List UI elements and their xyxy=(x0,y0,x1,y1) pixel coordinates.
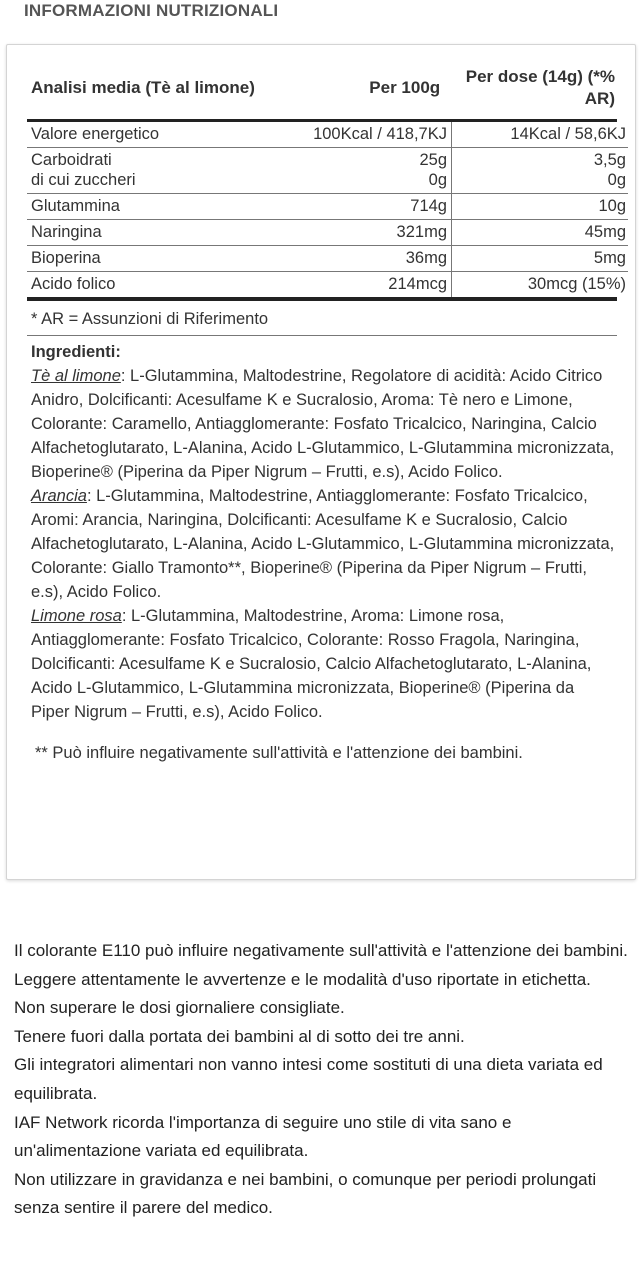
flavor-ingredients: : L-Glutammina, Maltodestrine, Aroma: Limone rosa, Antiagglomerante: Fosfato Tricalcico, Colorante: Rosso Fragola, Naringina, Dolcificanti: Acesulfame K e Sucralosio, Calcio Alfachetoglutarato, L-Alanina, Acido L-Glutammico, L-Glutammina micronizzata, Bioperine® (Piperina da Piper Nigrum – Frutti, e.s), Acido Folico. xyxy=(31,607,592,721)
flavor-ingredients: : L-Glutammina, Maltodestrine, Antiagglomerante: Fosfato Tricalcico, Aromi: Arancia, Naringina, Dolcificanti: Acesulfame K e Sucralosio, Calcio Alfachetoglutarato, L-Alanina, Acido L-Glutammico, L-Glutammina micronizzata, Colorante: Giallo Tramonto**, Bioperine® (Piperina da Piper Nigrum – Frutti, e.s), Acido Folico. xyxy=(31,487,615,601)
warning-text: Tenere fuori dalla portata dei bambini al di sotto dei tre anni. xyxy=(14,1026,465,1046)
row-label xyxy=(27,148,261,194)
ar-footnote: * AR = Assunzioni di Riferimento xyxy=(31,310,269,328)
table-row xyxy=(27,148,628,194)
value-main: 3,5g xyxy=(593,151,626,169)
row-label: Acido folico xyxy=(31,275,116,293)
flavor-name: Arancia xyxy=(31,487,87,505)
nutrition-card xyxy=(6,44,636,880)
row-value-per-dose: 5mg xyxy=(452,246,629,272)
row-value-per-dose: 30mcg (15%) xyxy=(527,275,626,293)
row-value-per-dose xyxy=(452,148,629,194)
warning-text: Gli integratori alimentari non vanno intesi come sostituti di una dieta variata ed equilibrata. xyxy=(14,1055,603,1103)
row-value-per-100g: 214mcg xyxy=(261,272,452,298)
flavor-name: Tè al limone xyxy=(31,367,121,385)
flavor-name: Limone rosa xyxy=(31,607,122,625)
warning-text: Non utilizzare in gravidanza e nei bambini, o comunque per periodi prolungati senza sentire il parere del medico. xyxy=(14,1169,597,1218)
table-row xyxy=(27,272,628,298)
nutrition-table xyxy=(27,122,628,297)
table-row xyxy=(27,194,628,220)
ingredient-paragraph xyxy=(31,364,617,484)
ingredients-section xyxy=(27,335,617,764)
row-label: Valore energetico xyxy=(27,122,261,148)
row-value-per-100g: 714g xyxy=(261,194,452,220)
table-row xyxy=(27,122,628,148)
flavor-ingredients: : L-Glutammina, Maltodestrine, Regolatore di acidità: Acido Citrico Anidro, Dolcificanti: Acesulfame K e Sucralosio, Aroma: Tè nero e Limone, Colorante: Caramello, Antiagglomerante: Fosfato Tricalcico, Naringina, Calcio Alfachetoglutarato, L-Alanina, Acido L-Glutammico, L-Glutammina micronizzata, Bioperine® (Piperina da Piper Nigrum – Frutti, e.s), Acido Folico. xyxy=(31,367,615,481)
ingredients-title: Ingredienti: xyxy=(31,343,121,361)
value-sub: 0g xyxy=(428,171,447,189)
row-value-per-100g: 321mg xyxy=(261,220,452,246)
nutrition-table-header xyxy=(27,57,617,122)
row-value-per-100g: 36mg xyxy=(261,246,452,272)
row-value-per-100g xyxy=(261,148,452,194)
row-value-per-100g: 100Kcal / 418,7KJ xyxy=(261,122,452,148)
nutrition-content xyxy=(27,57,626,764)
row-value-per-dose: 45mg xyxy=(452,220,629,246)
warnings-section xyxy=(14,937,630,1223)
warning-text: Il colorante E110 può influire negativamente sull'attività e l'attenzione dei bambini. xyxy=(14,941,628,960)
row-label-main: Carboidrati xyxy=(31,151,112,169)
header-analysis: Analisi media (Tè al limone) xyxy=(31,78,255,97)
header-per-dose: Per dose (14g) (*% AR) xyxy=(465,67,615,108)
ingredient-paragraph xyxy=(31,604,617,724)
row-value-per-dose: 10g xyxy=(452,194,629,220)
colorant-note: ** Può influire negativamente sull'attività e l'attenzione dei bambini. xyxy=(35,744,523,762)
row-label: Glutammina xyxy=(27,194,261,220)
warning-text: Non superare le dosi giornaliere consigliate. xyxy=(14,998,345,1018)
table-row xyxy=(27,220,628,246)
value-main: 25g xyxy=(419,151,447,169)
row-value-per-dose: 14Kcal / 58,6KJ xyxy=(452,122,629,148)
value-sub: 0g xyxy=(607,171,626,189)
warning-text: Leggere attentamente le avvertenze e le modalità d'uso riportate in etichetta. xyxy=(14,969,591,989)
warning-text: IAF Network ricorda l'importanza di seguire uno stile di vita sano e un'alimentazione variata ed equilibrata. xyxy=(14,1112,512,1161)
header-per-100g: Per 100g xyxy=(369,78,441,97)
row-label: Naringina xyxy=(27,220,261,246)
ingredient-paragraph xyxy=(31,484,617,604)
row-label-sub: di cui zuccheri xyxy=(31,171,136,189)
table-row xyxy=(27,246,628,272)
section-heading: INFORMAZIONI NUTRIZIONALI xyxy=(24,1,279,20)
row-label: Bioperina xyxy=(27,246,261,272)
